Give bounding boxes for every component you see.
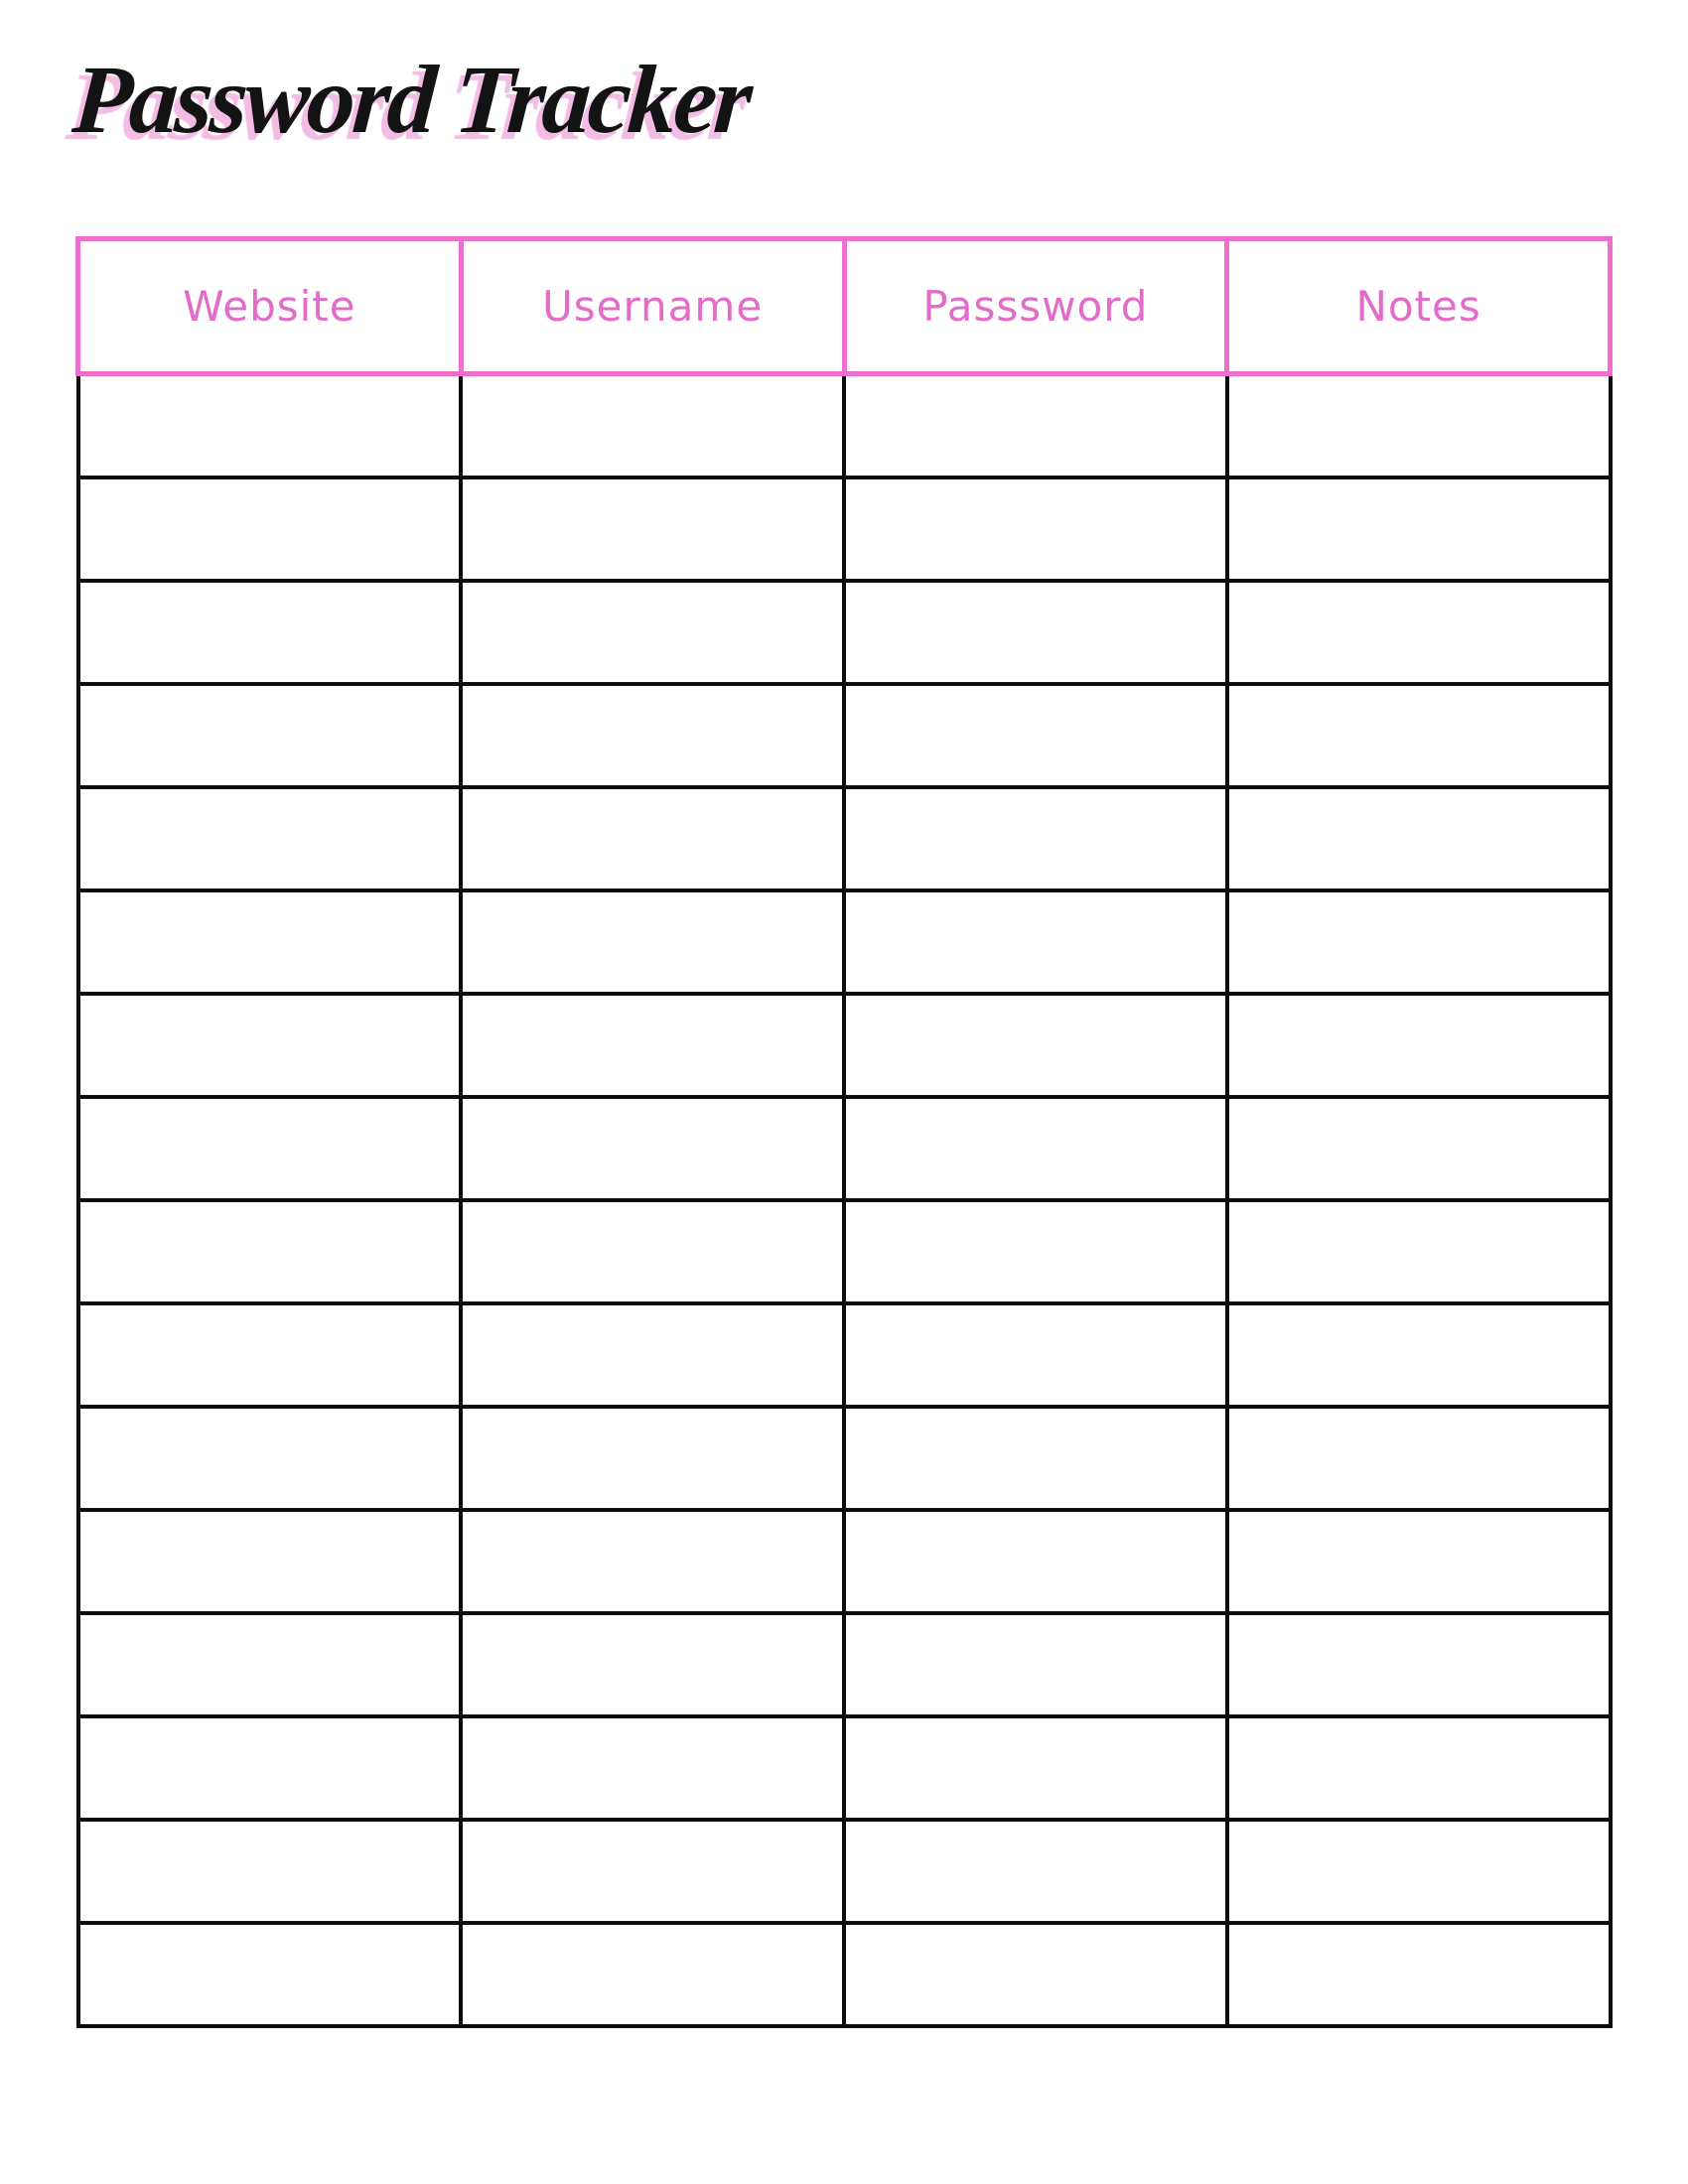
table-cell: [844, 478, 1227, 581]
table-cell: [1227, 1716, 1611, 1820]
table-cell: [78, 478, 462, 581]
table-cell: [844, 994, 1227, 1097]
table-cell: [844, 1613, 1227, 1716]
header-cell-website: Website: [78, 239, 462, 374]
table-cell: [78, 1097, 462, 1200]
table-cell: [1227, 581, 1611, 684]
table-cell: [1227, 787, 1611, 890]
page-title: Password Tracker: [70, 47, 754, 154]
table-cell: [461, 1303, 844, 1407]
table-cell: [461, 994, 844, 1097]
password-tracker-table: [75, 236, 1613, 2028]
header-cell-password: Passsword: [844, 239, 1227, 374]
table-row: [78, 1510, 1611, 1613]
table-row: [78, 1097, 1611, 1200]
table-cell: [78, 890, 462, 994]
table-cell: [78, 1510, 462, 1613]
table-cell: [78, 1716, 462, 1820]
table-row: [78, 581, 1611, 684]
table-cell: [461, 1407, 844, 1510]
table-cell: [1227, 1303, 1611, 1407]
table-cell: [844, 1923, 1227, 2026]
table-cell: [1227, 684, 1611, 787]
table-cell: [78, 1923, 462, 2026]
table-header-row: [78, 239, 1611, 374]
table-cell: [78, 1407, 462, 1510]
table-cell: [461, 1820, 844, 1923]
table-cell: [461, 787, 844, 890]
table-cell: [1227, 374, 1611, 478]
table-row: [78, 787, 1611, 890]
table-cell: [78, 1200, 462, 1303]
table-cell: [1227, 478, 1611, 581]
table-cell: [844, 787, 1227, 890]
table-row: [78, 1407, 1611, 1510]
table-row: [78, 1820, 1611, 1923]
table-cell: [844, 1407, 1227, 1510]
table-cell: [844, 1716, 1227, 1820]
table-cell: [461, 478, 844, 581]
table-cell: [1227, 1510, 1611, 1613]
table-cell: [78, 581, 462, 684]
table-cell: [844, 1303, 1227, 1407]
table-row: [78, 1200, 1611, 1303]
table-cell: [461, 374, 844, 478]
table-cell: [844, 581, 1227, 684]
table-cell: [461, 1923, 844, 2026]
table-row: [78, 994, 1611, 1097]
table-cell: [78, 1820, 462, 1923]
table-cell: [1227, 1200, 1611, 1303]
table-row: [78, 1303, 1611, 1407]
table-cell: [1227, 1097, 1611, 1200]
table-cell: [844, 1097, 1227, 1200]
table-cell: [461, 1716, 844, 1820]
table-row: [78, 1613, 1611, 1716]
table-cell: [461, 1510, 844, 1613]
table-row: [78, 1716, 1611, 1820]
table-cell: [1227, 1613, 1611, 1716]
table-cell: [461, 684, 844, 787]
header-cell-notes: Notes: [1227, 239, 1611, 374]
table-cell: [844, 374, 1227, 478]
table-cell: [461, 581, 844, 684]
table-cell: [1227, 1820, 1611, 1923]
table-row: [78, 374, 1611, 478]
table-cell: [78, 374, 462, 478]
header-cell-username: Username: [461, 239, 844, 374]
table-cell: [461, 1200, 844, 1303]
table-cell: [1227, 890, 1611, 994]
table-cell: [78, 1303, 462, 1407]
table-cell: [461, 890, 844, 994]
table-row: [78, 478, 1611, 581]
table-cell: [844, 1820, 1227, 1923]
table-cell: [1227, 994, 1611, 1097]
table-row: [78, 1923, 1611, 2026]
table-cell: [78, 1613, 462, 1716]
table-row: [78, 890, 1611, 994]
table-cell: [844, 1510, 1227, 1613]
table-cell: [844, 684, 1227, 787]
table-cell: [78, 994, 462, 1097]
table-row: [78, 684, 1611, 787]
table-cell: [78, 684, 462, 787]
table-cell: [1227, 1923, 1611, 2026]
table-cell: [844, 1200, 1227, 1303]
table-cell: [1227, 1407, 1611, 1510]
table-cell: [844, 890, 1227, 994]
table-cell: [78, 787, 462, 890]
table-cell: [461, 1613, 844, 1716]
table-body: [78, 374, 1611, 2026]
table-cell: [461, 1097, 844, 1200]
